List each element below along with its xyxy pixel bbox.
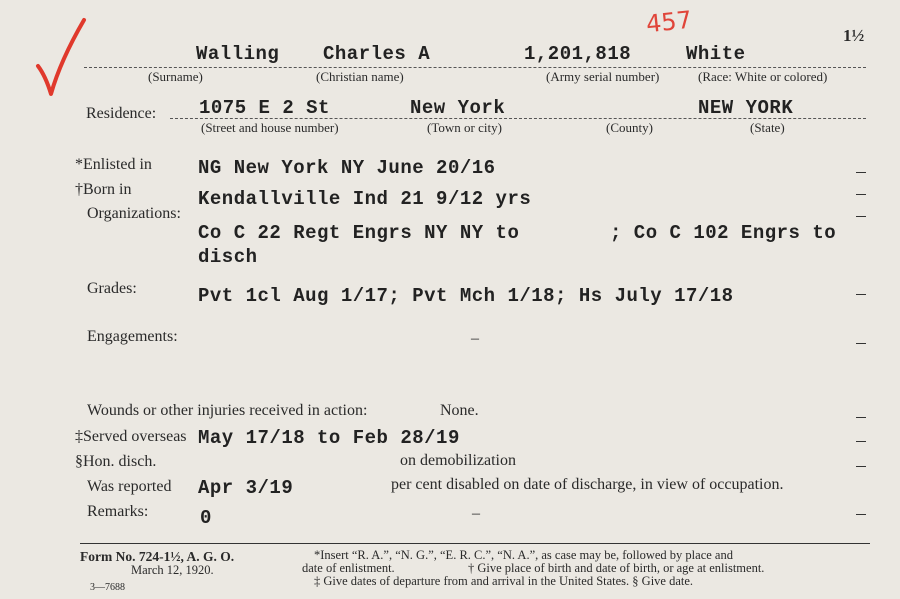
header-line (84, 67, 866, 68)
served-overseas-label: ‡Served overseas (75, 428, 187, 445)
check-mark-icon (32, 14, 92, 104)
street-caption: (Street and house number) (201, 120, 339, 135)
line-end-mark (856, 466, 866, 467)
grades-label: Grades: (87, 280, 137, 297)
footer-rule (80, 543, 870, 544)
serial-caption: (Army serial number) (546, 69, 660, 84)
born-label: †Born in (75, 181, 132, 198)
organizations-label: Organizations: (87, 205, 181, 222)
serial-number-value: 1,201,818 (524, 43, 632, 65)
born-value: Kendallville Ind 21 9/12 yrs (198, 188, 532, 210)
race-value: White (686, 43, 746, 65)
race-caption: (Race: White or colored) (698, 69, 828, 84)
residence-label: Residence: (86, 105, 157, 122)
christian-name-value: Charles A (323, 43, 431, 65)
grades-value: Pvt 1cl Aug 1/17; Pvt Mch 1/18; Hs July 17/18 (198, 285, 734, 307)
town-value: New York (410, 97, 506, 119)
corner-mark: 1½ (843, 26, 865, 45)
organizations-value-1: Co C 22 Regt Engrs NY NY to (198, 222, 520, 244)
form-date: March 12, 1920. (131, 563, 214, 577)
served-overseas-value: May 17/18 to Feb 28/19 (198, 427, 460, 449)
state-caption: (State) (750, 120, 785, 135)
engagements-label: Engagements: (87, 328, 178, 345)
line-end-mark (856, 514, 866, 515)
line-end-mark (856, 441, 866, 442)
footnote-2b: † Give place of birth and date of birth, or age at enlistment. (468, 561, 765, 575)
line-end-mark (856, 417, 866, 418)
remarks-dash: – (472, 505, 480, 522)
engagements-value: – (471, 330, 479, 347)
remarks-label: Remarks: (87, 503, 149, 520)
line-end-mark (856, 172, 866, 173)
reported-label: Was reported (87, 478, 172, 495)
surname-value: Walling (196, 43, 280, 65)
form-number: Form No. 724-1½, A. G. O. (80, 549, 235, 564)
remarks-value: 0 (200, 507, 212, 529)
christian-caption: (Christian name) (316, 69, 404, 84)
hon-disch-value: on demobilization (400, 452, 516, 469)
line-end-mark (856, 343, 866, 344)
state-value: NEW YORK (698, 97, 794, 119)
organizations-value-2: ; Co C 102 Engrs to (610, 222, 837, 244)
pencil-note: 457 (644, 5, 694, 39)
wounds-label: Wounds or other injuries received in action: (87, 402, 368, 419)
line-end-mark (856, 216, 866, 217)
organizations-value-3: disch (198, 246, 258, 268)
enlisted-label: *Enlisted in (75, 156, 152, 173)
hon-disch-label: §Hon. disch. (75, 453, 157, 470)
line-end-mark (856, 194, 866, 195)
county-caption: (County) (606, 120, 653, 135)
footnote-1: *Insert “R. A.”, “N. G.”, “E. R. C.”, “N. A.”, as case may be, followed by place and (314, 548, 733, 562)
enlisted-value: NG New York NY June 20/16 (198, 157, 496, 179)
reported-value: Apr 3/19 (198, 477, 294, 499)
town-caption: (Town or city) (427, 120, 502, 135)
line-end-mark (856, 294, 866, 295)
disabled-text: per cent disabled on date of discharge, in view of occupation. (391, 476, 784, 493)
print-number: 3—7688 (90, 582, 125, 593)
footnote-3: ‡ Give dates of departure from and arrival in the United States. § Give date. (314, 574, 694, 588)
footnote-2a: date of enlistment. (302, 561, 395, 575)
street-value: 1075 E 2 St (199, 97, 330, 119)
surname-caption: (Surname) (148, 69, 203, 84)
residence-line (170, 118, 866, 119)
wounds-value: None. (440, 402, 479, 419)
